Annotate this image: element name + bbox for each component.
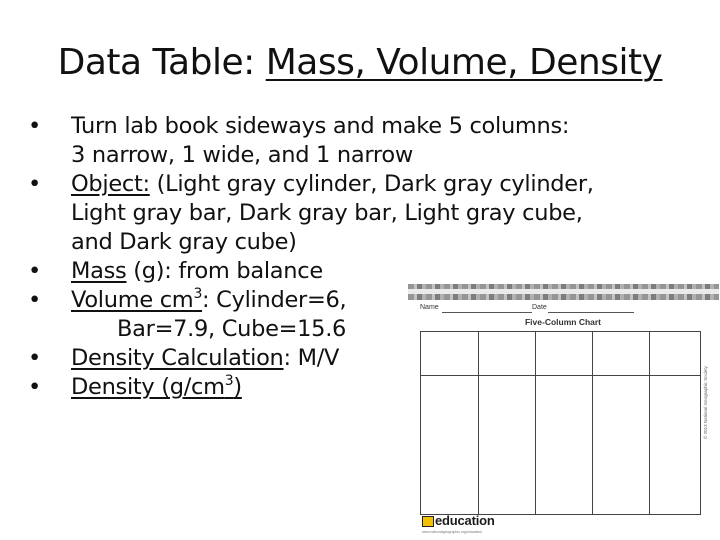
bullet-dot: • <box>28 287 41 313</box>
superscript: 3 <box>193 286 203 302</box>
logo-wordmark: education <box>435 513 495 528</box>
bullet-label-text: Density (g/cm <box>71 374 225 400</box>
bullet-dot: • <box>28 113 41 139</box>
footer-url: www.nationalgeographic.org/education <box>422 530 483 534</box>
bullet-label-text: ) <box>233 374 242 400</box>
bullet-text: Bar=7.9, Cube=15.6 <box>117 316 347 342</box>
grid-column-divider <box>649 332 650 514</box>
bullet-label: Density Calculation <box>71 345 284 371</box>
bullet-dot: • <box>28 345 41 371</box>
worksheet-title: Five-Column Chart <box>524 317 602 327</box>
name-line <box>442 312 532 313</box>
bullet-label: Mass <box>71 258 127 284</box>
slide-title <box>0 42 720 83</box>
logo-icon <box>422 516 434 527</box>
bullet-dot: • <box>28 258 41 284</box>
grid-header-divider <box>421 375 700 376</box>
bullet-text: (Light gray cylinder, Dark gray cylinder, <box>149 171 594 197</box>
bullet-dot: • <box>28 374 41 400</box>
grid-column-divider <box>592 332 593 514</box>
five-column-chart-worksheet <box>408 284 719 538</box>
bullet-text: and Dark gray cube) <box>71 229 297 255</box>
bullet-item-object <box>22 170 712 257</box>
title-underlined: Mass, Volume, Density <box>265 42 663 83</box>
bullet-text: : M/V <box>283 345 340 371</box>
grid-column-divider <box>535 332 536 514</box>
bullet-text: : Cylinder=6, <box>202 287 347 313</box>
bullet-label <box>71 287 202 313</box>
bullet-label <box>71 374 242 400</box>
bullet-item-mass <box>22 257 712 286</box>
bullet-label-text: Volume cm <box>71 287 194 313</box>
bullet-text: (g): from balance <box>126 258 323 284</box>
name-label: Name <box>420 304 439 311</box>
bullet-label: Object: <box>71 171 150 197</box>
header-band <box>408 284 719 300</box>
side-credit: © 2013 National Geographic Society <box>703 366 708 439</box>
superscript: 3 <box>224 373 234 389</box>
bullet-text: Turn lab book sideways and make 5 columns: <box>71 113 570 139</box>
date-line <box>548 312 634 313</box>
bullet-dot: • <box>28 171 41 197</box>
worksheet-grid <box>420 331 701 515</box>
bullet-text: 3 narrow, 1 wide, and 1 narrow <box>71 142 413 168</box>
title-prefix: Data Table: <box>57 42 266 83</box>
bullet-text: Light gray bar, Dark gray bar, Light gray cube, <box>71 200 583 226</box>
date-label: Date <box>532 304 547 311</box>
bullet-item-columns <box>22 112 712 170</box>
grid-column-divider <box>478 332 479 514</box>
